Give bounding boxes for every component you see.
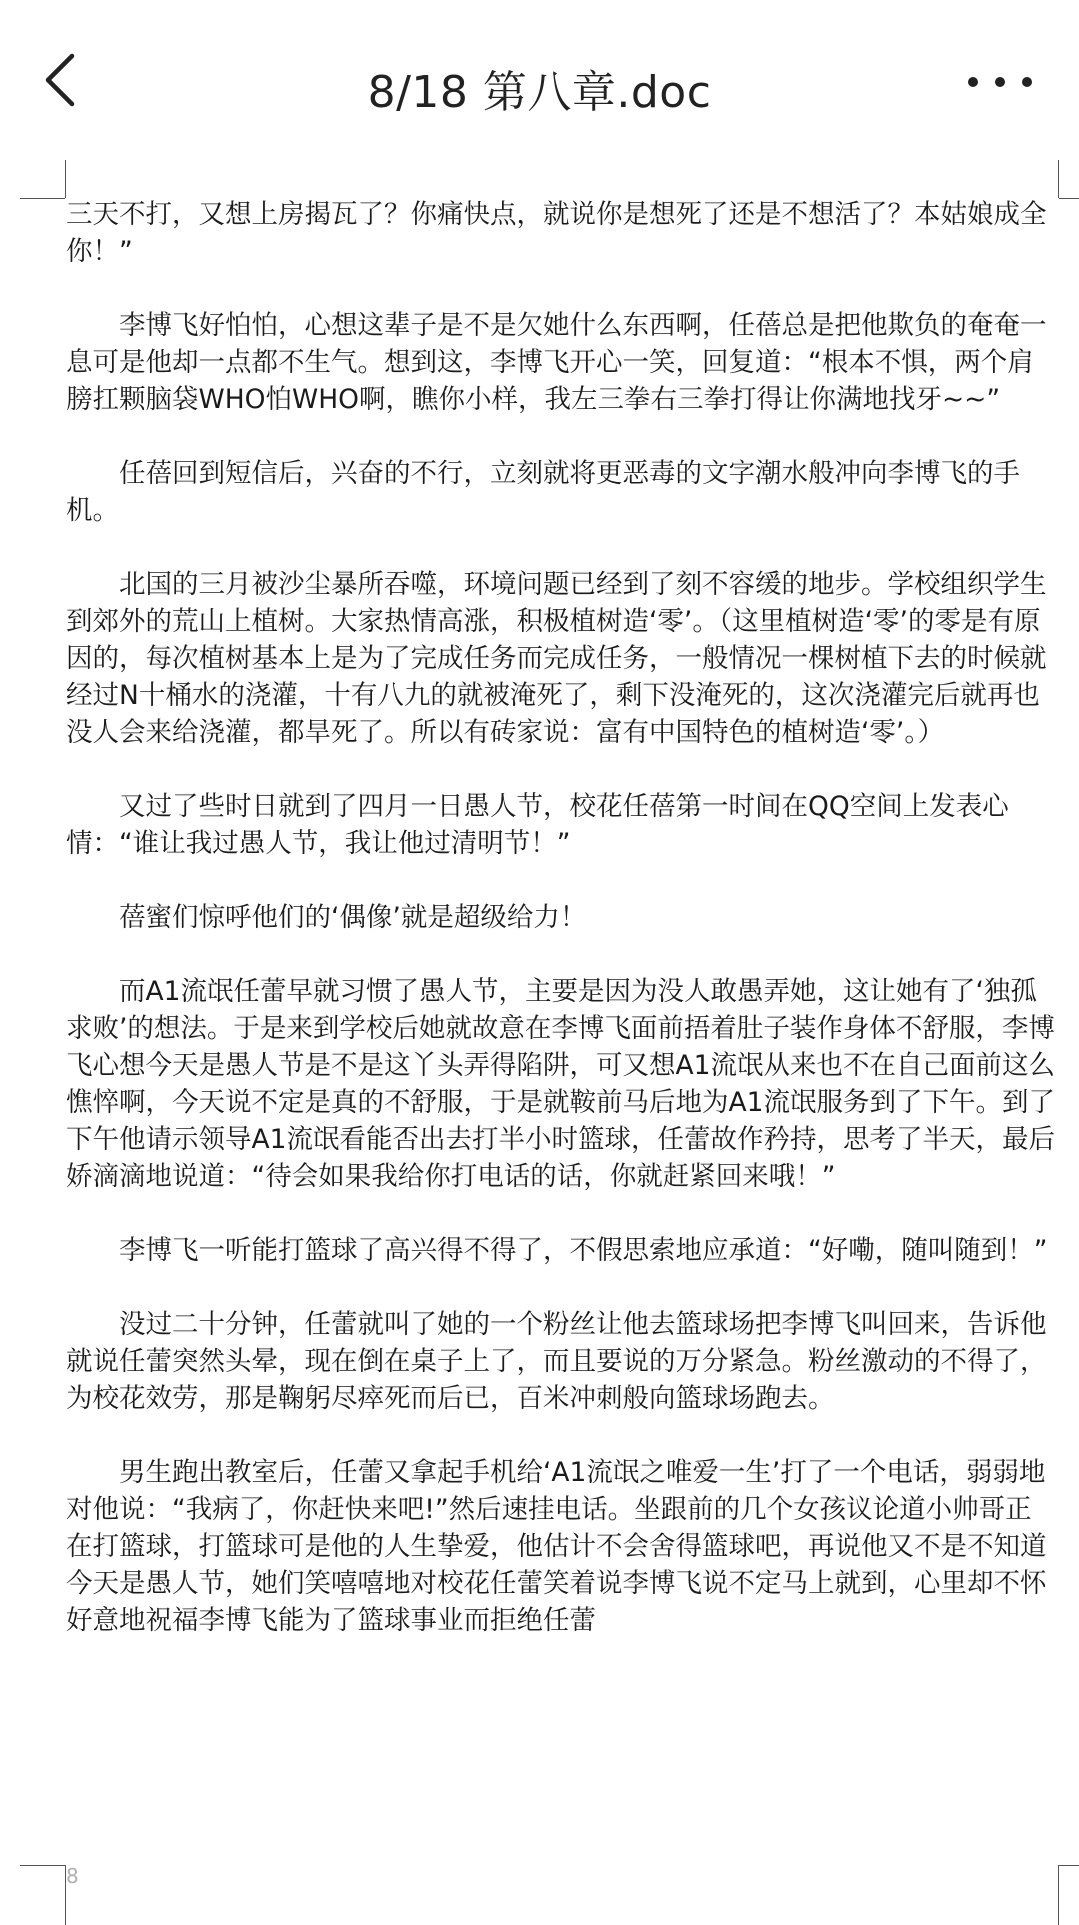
paragraph: 没过二十分钟，任蕾就叫了她的一个粉丝让他去篮球场把李博飞叫回来，告诉他就说任蕾突然头晕，现在倒在桌子上了，而且要说的万分紧急。粉丝激动的不得了，为校花效劳，那是鞠躬尽瘁死而后已，百米冲刺般向篮球场跑去。 [66,1309,1047,1414]
paragraph: 任蓓回到短信后，兴奋的不行，立刻就将更恶毒的文字潮水般冲向李博飞的手机。 [66,458,1020,526]
paragraph: 又过了些时日就到了四月一日愚人节，校花任蓓第一时间在QQ空间上发表心情：“谁让我过愚人节，我让他过清明节！” [66,791,1009,859]
crop-mark [20,1865,65,1866]
paragraph: 三天不打，又想上房揭瓦了？你痛快点，就说你是想死了还是不想活了？本姑娘成全你！” [66,199,1047,267]
paragraph: 男生跑出教室后，任蕾又拿起手机给‘A1流氓之唯爱一生’打了一个电话，弱弱地对他说：“我病了，你赶快来吧!”然后速挂电话。坐跟前的几个女孩议论道小帅哥正在打篮球，打篮球可是他的人生挚爱，他估计不会舍得篮球吧，再说他又不是不知道今天是愚人节，她们笑嘻嘻地对校花任蕾笑着说李博飞说不定马上就到，心里却不怀好意地祝福李博飞能为了篮球事业而拒绝任蕾 [66,1457,1047,1636]
paragraph: 李博飞一听能打篮球了高兴得不得了，不假思索地应承道：“好嘞，随叫随到！” [119,1235,1048,1266]
document-title: 8/18 第八章.doc [367,67,712,118]
paragraph: 而A1流氓任蕾早就习惯了愚人节，主要是因为没人敢愚弄她，这让她有了‘独孤求败’的想法。于是来到学校后她就故意在李博飞面前捂着肚子装作身体不舒服，李博飞心想今天是愚人节是不是这丫头弄得陷阱，可又想A1流氓从来也不在自己面前这么憔悴啊，今天说不定是真的不舒服，于是就鞍前马后地为A1流氓服务到了下午。到了下午他请示领导A1流氓看能否出去打半小时篮球，任蕾故作矜持，思考了半天，最后娇滴滴地说道：“待会如果我给你打电话的话，你就赶紧回来哦！” [66,976,1055,1192]
paragraph: 蓓蜜们惊呼他们的‘偶像’就是超级给力！ [119,902,587,933]
more-button[interactable] [955,62,1045,102]
top-bar [0,0,1079,161]
crop-mark [1059,198,1079,199]
crop-mark [65,160,66,198]
crop-mark [1058,160,1059,198]
crop-mark [20,198,65,199]
more-horizontal-icon [955,62,1045,102]
paragraph: 李博飞好怕怕，心想这辈子是不是欠她什么东西啊，任蓓总是把他欺负的奄奄一息可是他却一点都不生气。想到这，李博飞开心一笑，回复道：“根本不惧，两个肩膀扛颗脑袋WHO怕WHO啊，瞧你小样，我左三拳右三拳打得让你满地找牙~~” [66,310,1047,415]
crop-mark [1058,1865,1059,1925]
document-page[interactable] [0,160,1079,1925]
document-body [66,196,1056,1676]
crop-mark [1059,1865,1079,1866]
paragraph: 北国的三月被沙尘暴所吞噬，环境问题已经到了刻不容缓的地步。学校组织学生到郊外的荒山上植树。大家热情高涨，积极植树造‘零’。（这里植树造‘零’的零是有原因的，每次植树基本上是为了完成任务而完成任务，一般情况一棵树植下去的时候就经过N十桶水的浇灌，十有八九的就被淹死了，剩下没淹死的，这次浇灌完后就再也没人会来给浇灌，都旱死了。所以有砖家说：富有中国特色的植树造‘零’。） [66,569,1047,748]
page-number: 8 [66,1864,79,1888]
